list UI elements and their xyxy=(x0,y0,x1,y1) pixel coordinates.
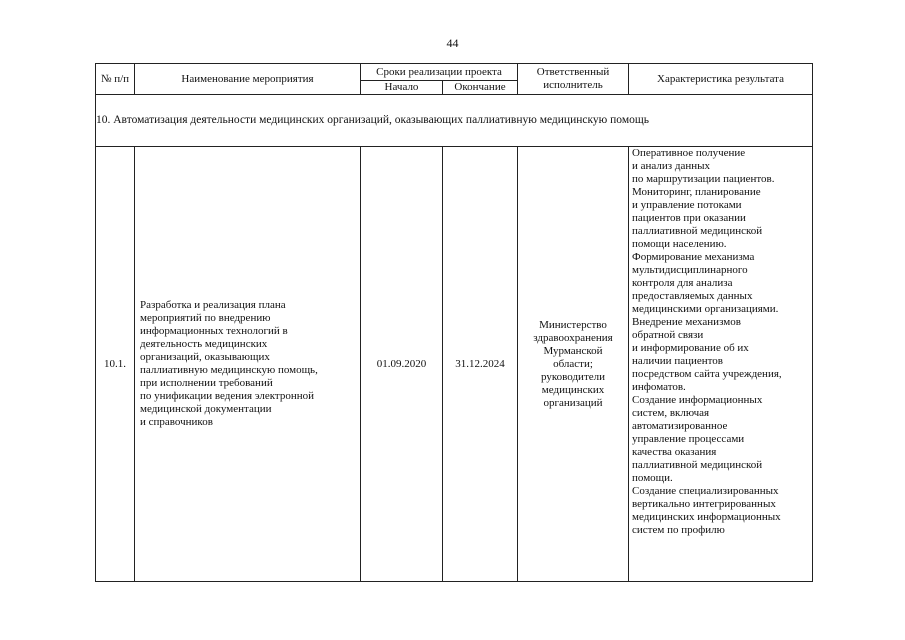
section-title: 10. Автоматизация деятельности медицинских организаций, оказывающих паллиативную медицинскую помощь xyxy=(96,95,813,147)
measures-table xyxy=(95,63,813,582)
responsible-line: руководители xyxy=(541,370,606,383)
header-result: Характеристика результата xyxy=(629,64,813,95)
row-responsible xyxy=(518,147,629,582)
name-line: организаций, оказывающих xyxy=(140,351,270,363)
result-line: Создание информационных xyxy=(632,394,763,406)
result-line: предоставляемых данных xyxy=(632,290,753,302)
name-line: Разработка и реализация плана xyxy=(140,299,286,311)
result-line: медицинскими организациями. xyxy=(632,303,779,315)
name-line: по унификации ведения электронной xyxy=(140,390,315,402)
responsible-line: здравоохранения xyxy=(533,331,613,344)
responsible-line: медицинских xyxy=(541,383,605,396)
row-name xyxy=(135,147,361,582)
header-end: Окончание xyxy=(443,81,518,95)
result-line: Мониторинг, планирование xyxy=(632,186,761,198)
result-line: Формирование механизма xyxy=(632,251,755,263)
result-line: качества оказания xyxy=(632,446,717,458)
result-line: систем по профилю xyxy=(632,524,725,536)
result-line: управление процессами xyxy=(632,433,745,445)
result-line: помощи населению. xyxy=(632,238,727,250)
result-line: паллиативной медицинской xyxy=(632,459,763,471)
name-line: деятельность медицинских xyxy=(140,338,268,350)
result-line: систем, включая xyxy=(632,407,710,419)
responsible-line: Министерство xyxy=(539,318,607,331)
result-line: автоматизированное xyxy=(632,420,728,432)
result-line: помощи. xyxy=(632,472,673,484)
result-line: вертикально интегрированных xyxy=(632,498,776,510)
name-line: мероприятий по внедрению xyxy=(140,312,271,324)
name-line: при исполнении требований xyxy=(140,377,273,389)
result-line: инфоматов. xyxy=(632,381,686,393)
responsible-line: организаций xyxy=(543,396,603,409)
name-line: паллиативную медицинскую помощь, xyxy=(140,364,318,376)
responsible-line: области; xyxy=(553,357,593,370)
result-line: посредством сайта учреждения, xyxy=(632,368,782,380)
result-line: контроля для анализа xyxy=(632,277,733,289)
header-responsible: Ответственный исполнитель xyxy=(518,64,629,95)
responsible-line: Мурманской xyxy=(543,344,603,357)
result-line: медицинских информационных xyxy=(632,511,781,523)
row-start-date: 01.09.2020 xyxy=(361,147,443,582)
result-line: Внедрение механизмов xyxy=(632,316,741,328)
row-result xyxy=(629,147,813,582)
header-num: № п/п xyxy=(96,64,135,95)
result-line: паллиативной медицинской xyxy=(632,225,763,237)
header-start: Начало xyxy=(361,81,443,95)
row-end-date: 31.12.2024 xyxy=(443,147,518,582)
result-line: и информирование об их xyxy=(632,342,749,354)
result-line: Оперативное получение xyxy=(632,147,746,159)
row-num: 10.1. xyxy=(96,147,135,582)
header-period: Сроки реализации проекта xyxy=(361,64,518,81)
header-name: Наименование мероприятия xyxy=(135,64,361,95)
result-line: наличии пациентов xyxy=(632,355,723,367)
name-line: и справочников xyxy=(140,416,213,428)
result-line: мультидисциплинарного xyxy=(632,264,748,276)
result-line: и управление потоками xyxy=(632,199,742,211)
table-row xyxy=(96,147,813,582)
result-line: Создание специализированных xyxy=(632,485,779,497)
result-line: пациентов при оказании xyxy=(632,212,746,224)
name-line: медицинской документации xyxy=(140,403,272,415)
result-line: и анализ данных xyxy=(632,160,711,172)
page-number: 44 xyxy=(446,36,459,50)
name-line: информационных технологий в xyxy=(140,325,288,337)
result-line: по маршрутизации пациентов. xyxy=(632,173,775,185)
result-line: обратной связи xyxy=(632,329,704,341)
